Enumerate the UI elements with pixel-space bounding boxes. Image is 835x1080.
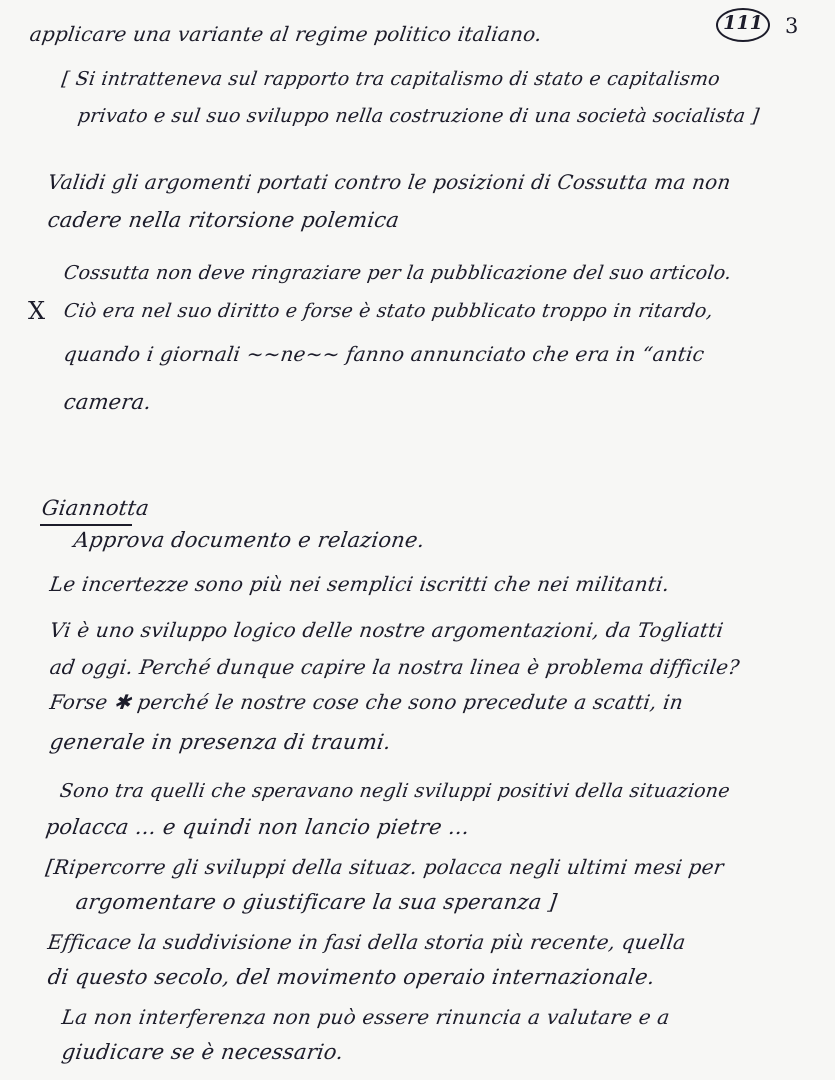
margin-x-mark: X: [28, 297, 46, 325]
speaker-name: Giannotta: [40, 496, 151, 520]
text-line-5: cadere nella ritorsione polemica: [46, 208, 401, 232]
text-line-8: quando i giornali ~~ne~~ fanno annunciato che era in “antic: [62, 342, 706, 366]
text-line-14: ad oggi. Perché dunque capire la nostra linea è problema difficile?: [48, 655, 742, 679]
text-line-7: Ciò era nel suo diritto e forse è stato pubblicato troppo in ritardo,: [62, 300, 715, 322]
text-line-3: privato e sul suo sviluppo nella costruzione di una società socialista ]: [76, 105, 761, 127]
text-line-19: [Ripercorre gli sviluppi della situaz. polacca negli ultimi mesi per: [44, 855, 726, 879]
text-line-11: Approva documento e relazione.: [72, 528, 427, 552]
text-line-18: polacca ... e quindi non lancio pietre ...: [44, 815, 472, 839]
text-line-15: Forse ✱ perché le nostre cose che sono precedute a scatti, in: [48, 690, 685, 714]
text-line-24: giudicare se è necessario.: [60, 1040, 346, 1064]
text-line-20: argomentare o giustificare la sua speranza ]: [74, 890, 559, 914]
text-line-21: Efficace la suddivisione in fasi della storia più recente, quella: [46, 930, 688, 954]
text-line-4: Validi gli argomenti portati contro le posizioni di Cossutta ma non: [46, 170, 733, 194]
speaker-underline: [40, 524, 132, 526]
text-line-12: Le incertezze sono più nei semplici iscritti che nei militanti.: [48, 572, 672, 596]
text-line-6: Cossutta non deve ringraziare per la pubblicazione del suo articolo.: [62, 262, 733, 284]
text-line-1: applicare una variante al regime politico italiano.: [28, 22, 544, 46]
page-number: 111: [723, 12, 763, 34]
text-line-13: Vi è uno sviluppo logico delle nostre argomentazioni, da Togliatti: [48, 618, 726, 642]
text-line-16: generale in presenza di traumi.: [48, 730, 393, 754]
text-line-22: di questo secolo, del movimento operaio internazionale.: [46, 965, 657, 989]
text-line-9: camera.: [62, 390, 153, 414]
sheet-number: 3: [785, 14, 799, 38]
text-line-17: Sono tra quelli che speravano negli sviluppi positivi della situazione: [58, 780, 732, 802]
text-line-23: La non interferenza non può essere rinuncia a valutare e a: [60, 1005, 672, 1029]
text-line-2: [ Si intratteneva sul rapporto tra capitalismo di stato e capitalismo: [60, 68, 722, 90]
